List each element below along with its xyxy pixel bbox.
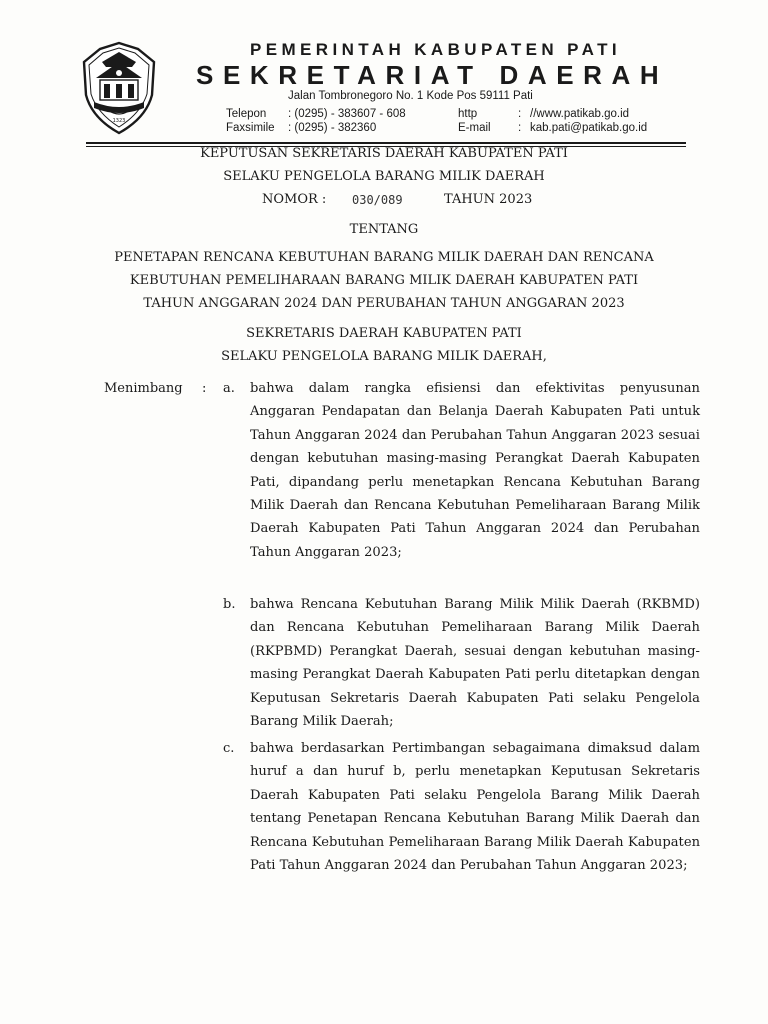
consideration-a-letter: a. <box>223 381 235 396</box>
fax-value: : (0295) - 382360 <box>288 121 377 134</box>
email-colon: : <box>518 121 522 134</box>
letterhead-rule-thick <box>86 142 686 144</box>
consideration-c-text: bahwa berdasarkan Pertimbangan sebagaimana dimaksud dalam huruf a dan huruf b, perlu menetapkan Keputusan Sekretaris Daerah Kabupaten Pati selaku Pengelola Barang Milik Daerah tentang Penetapan Rencana Kebutuhan Barang Milik Daerah dan Rencana Kebutuhan Pemeliharaan Barang Milik Daerah Kabupaten Pati Tahun Anggaran 2024 dan Perubahan Tahun Anggaran 2023; <box>250 741 700 874</box>
contact-labels-right <box>458 108 491 135</box>
considerations-label: Menimbang <box>104 381 183 396</box>
decree-number-value: 030/089 <box>352 193 403 207</box>
consideration-b-letter: b. <box>223 597 236 612</box>
considerations-colon: : <box>202 381 207 396</box>
contact-values-left <box>288 108 406 135</box>
contact-colons-right <box>518 108 521 135</box>
web-value: //www.patikab.go.id <box>530 108 630 120</box>
decree-year: TAHUN 2023 <box>444 192 533 207</box>
fax-label: Faxsimile <box>226 121 275 134</box>
decree-subject-line-2: KEBUTUHAN PEMELIHARAAN BARANG MILIK DAERAH KABUPATEN PATI <box>129 273 639 288</box>
decree-authority-line-1: SEKRETARIS DAERAH KABUPATEN PATI <box>246 326 522 341</box>
consideration-b-text: bahwa Rencana Kebutuhan Barang Milik Milik Daerah (RKBMD) dan Rencana Kebutuhan Pemeliharaan Barang Milik Daerah (RKPBMD) Perangkat Daerah, sesuai dengan kebutuhan masing-masing Perangkat Daerah Kabupaten Pati perlu ditetapkan dengan Keputusan Sekretaris Daerah Kabupaten Pati selaku Pengelola Barang Milik Daerah; <box>250 597 700 730</box>
contact-values-right <box>530 108 647 135</box>
phone-value: : (0295) - 383607 - 608 <box>288 108 406 120</box>
consideration-c-letter: c. <box>223 741 235 756</box>
email-label: E-mail <box>458 121 491 134</box>
web-colon: : <box>518 108 522 120</box>
phone-label: Telepon <box>226 108 267 120</box>
contact-labels-left <box>226 108 275 135</box>
logo-year-text: 1323 <box>112 118 126 124</box>
office-address: Jalan Tombronegoro No. 1 Kode Pos 59111 Pati <box>288 90 533 102</box>
decree-subject-line-1: PENETAPAN RENCANA KEBUTUHAN BARANG MILIK DAERAH DAN RENCANA <box>114 250 654 265</box>
decree-tentang: TENTANG <box>349 222 419 237</box>
decree-number-label: NOMOR : <box>262 192 327 207</box>
consideration-a-text: bahwa dalam rangka efisiensi dan efektivitas penyusunan Anggaran Pendapatan dan Belanja Daerah Kabupaten Pati untuk Tahun Anggaran 2024 dan Perubahan Tahun Anggaran 2023 sesuai dengan kebutuhan masing-masing Perangkat Daerah Kabupaten Pati, dipandang perlu menetapkan Rencana Kebutuhan Barang Milik Daerah dan Rencana Kebutuhan Pemeliharaan Barang Milik Daerah Kabupaten Pati Tahun Anggaran 2024 dan Perubahan Tahun Anggaran 2023; <box>250 381 700 560</box>
office-name: SEKRETARIAT DAERAH <box>196 60 669 90</box>
decree-title-line-2: SELAKU PENGELOLA BARANG MILIK DAERAH <box>223 169 545 184</box>
web-label: http <box>458 108 478 120</box>
decree-subject-line-3: TAHUN ANGGARAN 2024 DAN PERUBAHAN TAHUN ANGGARAN 2023 <box>143 296 625 311</box>
pati-regency-coat-of-arms-icon <box>80 40 158 136</box>
decree-title-line-1: KEPUTUSAN SEKRETARIS DAERAH KABUPATEN PATI <box>200 146 568 161</box>
email-value: kab.pati@patikab.go.id <box>530 121 648 134</box>
government-name: PEMERINTAH KABUPATEN PATI <box>250 40 621 59</box>
decree-authority-line-2: SELAKU PENGELOLA BARANG MILIK DAERAH, <box>221 349 547 364</box>
